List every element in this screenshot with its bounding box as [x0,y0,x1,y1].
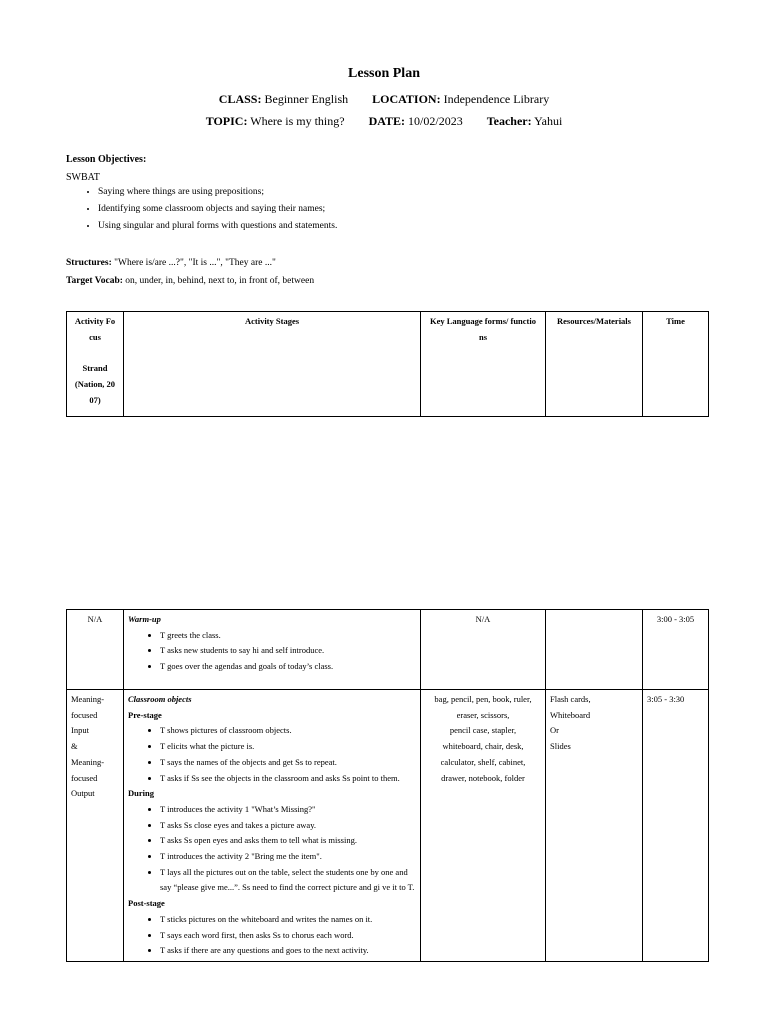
teacher-value: Yahui [534,114,563,128]
classroom-time: 3:05 - 3:30 [643,690,709,962]
structures-value: "Where is/are ...?", "It is ...", "They are ..." [114,258,276,268]
list-item: • T sticks pictures on the whiteboard and writes the names on it. [160,912,416,928]
classroom-title: Classroom objects [128,694,192,704]
structures-line [66,258,276,268]
topic-value: Where is my thing? [250,114,345,128]
list-item: • T asks if Ss see the objects in the classroom and asks Ss point to them. [160,771,416,787]
warmup-title: Warm-up [128,614,161,624]
teacher-label: Teacher: [486,114,532,128]
date-value: 10/02/2023 [408,114,463,128]
topic-date-teacher-line [0,114,768,129]
page-title: Lesson Plan [348,66,420,81]
col-resources: Resources/Materials [546,312,643,417]
activity-table-body [66,609,709,962]
pre-stage-label: Pre-stage [128,709,162,720]
classroom-language: bag, pencil, pen, book, ruler, eraser, scissors, pencil case, stapler, whiteboard, chair, desk, calculator, shelf, cabinet, drawer, notebook, folder [421,690,546,962]
post-stage-list [128,912,416,959]
list-item: • T asks Ss open eyes and asks them to tell what is missing. [160,833,416,849]
location-value: Independence Library [443,92,550,106]
objective-item: • Saying where things are using prepositions; [98,184,337,201]
vocab-value: on, under, in, behind, next to, in front of, between [125,276,315,286]
list-item: • T lays all the pictures out on the table, select the students one by one and say “please give me...”. Ss need to find the correct picture and gi ve it to T. [160,865,416,896]
table-row [67,610,709,690]
date-label: DATE: [368,114,406,128]
list-item: • T shows pictures of classroom objects. [160,723,416,739]
class-label: CLASS: [218,92,262,106]
classroom-stages [124,690,421,962]
activity-table-header [66,311,709,417]
class-location-line [0,92,768,107]
classroom-focus: Meaning- focused Input & Meaning- focused Output [67,690,124,962]
list-item: • T goes over the agendas and goals of today’s class. [160,659,416,675]
list-item: • T asks if there are any questions and goes to the next activity. [160,943,416,959]
objectives-heading: Lesson Objectives: [66,154,147,165]
col-activity-stages: Activity Stages [124,312,421,417]
list-item: • T says each word first, then asks Ss to chorus each word. [160,928,416,944]
post-stage-label: Post-stage [128,898,165,909]
warmup-language: N/A [421,610,546,690]
table-row [67,690,709,962]
warmup-stages [124,610,421,690]
during-list [128,802,416,896]
swbat-text: SWBAT [66,172,100,183]
col-time: Time [643,312,709,417]
location-label: LOCATION: [372,92,441,106]
objective-item: • Using singular and plural forms with questions and statements. [98,218,337,235]
classroom-resources: Flash cards, Whiteboard Or Slides [546,690,643,962]
list-item: • T elicits what the picture is. [160,739,416,755]
list-item: • T introduces the activity 1 "What’s Missing?" [160,802,416,818]
list-item: • T introduces the activity 2 "Bring me the item". [160,849,416,865]
warmup-time: 3:00 - 3:05 [643,610,709,690]
topic-label: TOPIC: [205,114,248,128]
warmup-focus: N/A [67,610,124,690]
structures-label: Structures: [66,258,112,268]
list-item: • T says the names of the objects and get Ss to repeat. [160,755,416,771]
objective-item: • Identifying some classroom objects and saying their names; [98,201,337,218]
pre-stage-list [128,723,416,786]
list-item: • T greets the class. [160,628,416,644]
class-value: Beginner English [264,92,349,106]
objectives-list [66,184,337,235]
vocab-line [66,276,314,286]
list-item: • T asks new students to say hi and self introduce. [160,643,416,659]
col-activity-focus: Activity Fo cus Strand (Nation, 20 07) [67,312,124,417]
during-label: During [128,788,154,799]
vocab-label: Target Vocab: [66,276,123,286]
col-key-language: Key Language forms/ functio ns [421,312,546,417]
warmup-resources [546,610,643,690]
warmup-list [128,628,416,675]
list-item: • T asks Ss close eyes and takes a picture away. [160,818,416,834]
